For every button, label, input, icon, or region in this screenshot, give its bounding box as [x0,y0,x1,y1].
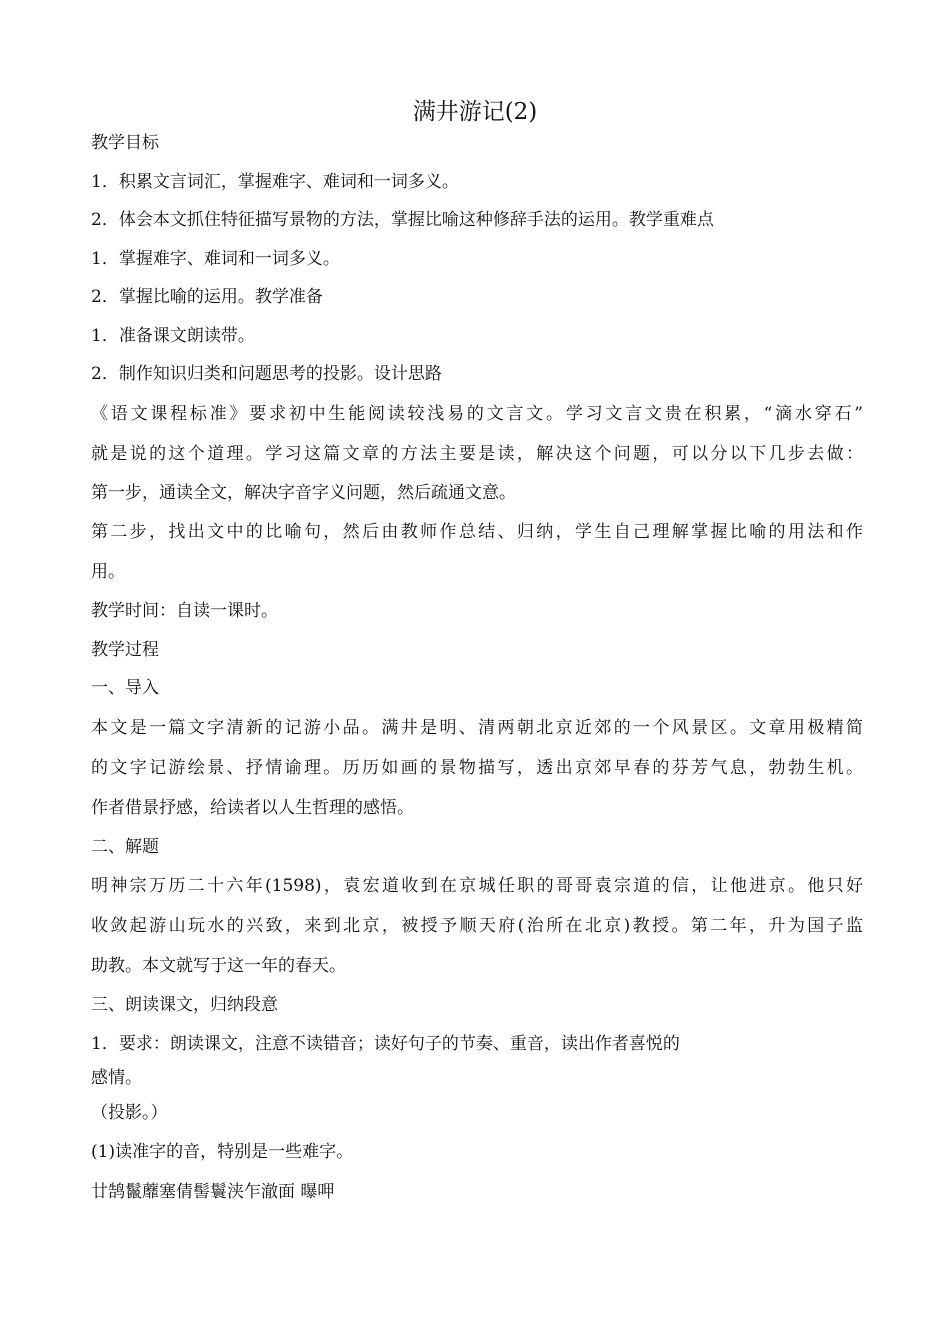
paragraph-line: 第二步，找出文中的比喻句，然后由教师作总结、归纳，学生自己理解掌握比喻的用法和作 [91,522,863,542]
paragraph-line: 作者借景抒感，给读者以人生哲理的感悟。 [91,797,414,818]
paragraph-line: 第一步，通读全文，解决字音字义问题，然后疏通文意。 [91,482,516,503]
paragraph-line: (1)读准字的音，特别是一些难字。 [91,1142,354,1162]
paragraph-line: 本文是一篇文字清新的记游小品。满井是明、清两朝北京近郊的一个风景区。文章用极精简 [91,717,863,738]
paragraph-line: 1．准备课文朗读带。 [91,325,255,346]
paragraph-line: 明神宗万历二十六年(1598)，袁宏道收到在京城任职的哥哥袁宗道的信，让他进京。他只好 [91,876,863,896]
section-heading: 一、导入 [91,678,159,698]
section-heading: 教学目标 [91,133,159,153]
paragraph-line: 教学时间：自读一课时。 [91,601,278,621]
paragraph-line: 的文字记游绘景、抒情谕理。历历如画的景物描写，透出京郊早春的芬芳气息，勃勃生机。 [91,757,863,778]
section-heading: 二、解题 [91,836,159,857]
document-title: 满井游记(2) [412,99,538,125]
paragraph-line: 2．体会本文抓住特征描写景物的方法，掌握比喻这种修辞手法的运用。教学重难点 [91,210,714,230]
paragraph-line: 收敛起游山玩水的兴致，来到北京，被授予顺天府(治所在北京)教授。第二年，升为国子监 [91,916,863,936]
paragraph-line: 助教。本文就写于这一年的春天。 [91,956,346,976]
section-heading: 教学过程 [91,639,159,660]
paragraph-line: 1．掌握难字、难词和一词多义。 [91,248,340,269]
paragraph-line: 廿鹄鬣蘼塞倩髻鬟浃乍澈面 曝呷 [91,1181,335,1202]
paragraph-line: 1．要求：朗读课文，注意不读错音；读好句子的节奏、重音，读出作者喜悦的 [91,1033,680,1054]
paragraph-line: 感情。 [91,1068,142,1088]
section-heading: 三、朗读课文，归纳段意 [91,995,278,1015]
document-body [91,124,863,1212]
paragraph-line: 就是说的这个道理。学习这篇文章的方法主要是读，解决这个问题，可以分以下几步去做： [91,443,863,464]
paragraph-line: 1．积累文言词汇，掌握难字、难词和一词多义。 [91,171,459,192]
paragraph-line: 2．掌握比喻的运用。教学准备 [91,287,323,307]
paragraph-line: 2．制作知识归类和问题思考的投影。设计思路 [91,364,442,384]
paragraph-line: 用。 [91,562,125,582]
paragraph-line: 《语文课程标准》要求初中生能阅读较浅易的文言文。学习文言文贵在积累，“滴水穿石” [91,403,863,424]
paragraph-line: （投影。） [91,1103,168,1123]
